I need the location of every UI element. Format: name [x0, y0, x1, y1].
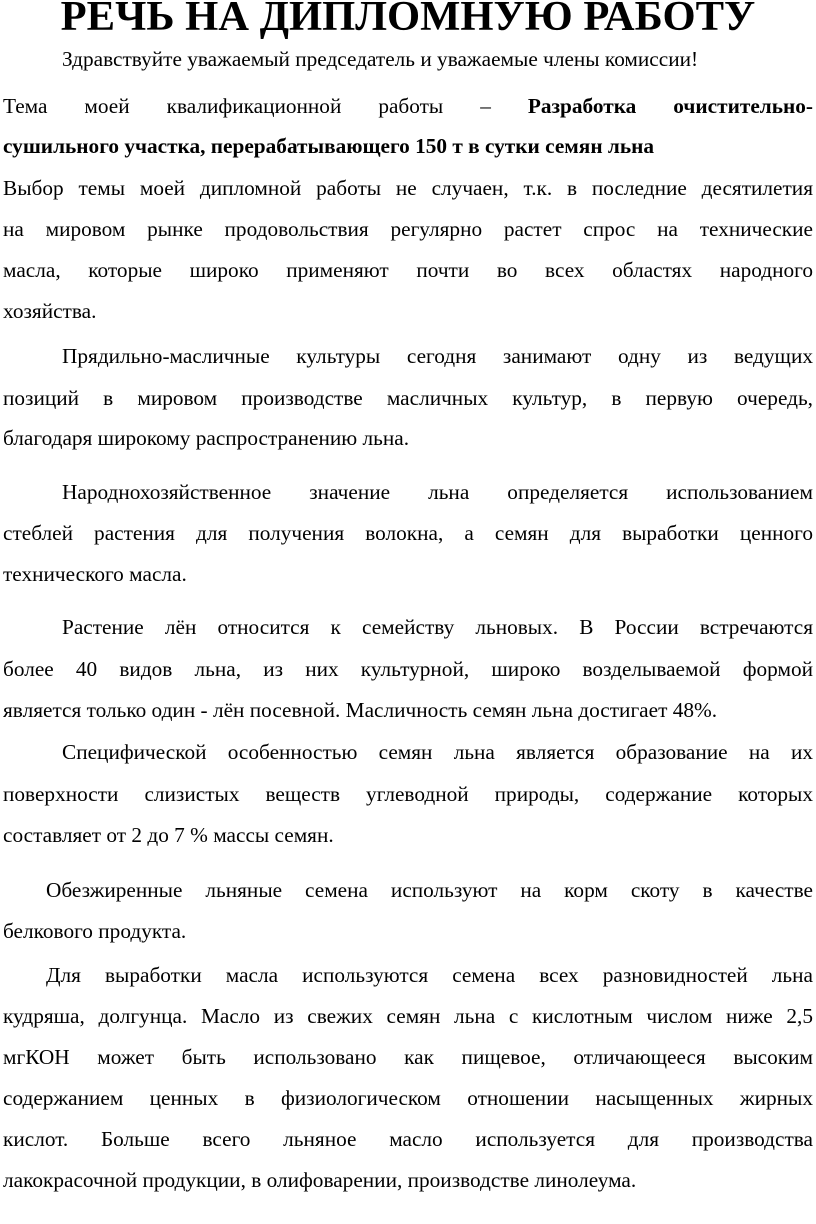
paragraph-line: Обезжиренные льняные семена используют на корм скоту в качестве	[46, 878, 813, 902]
paragraph-line: поверхности слизистых веществ углеводной природы, содержание которых	[3, 782, 813, 806]
topic-prefix: Тема моей квалификационной работы –	[3, 94, 491, 118]
paragraph-line: хозяйства.	[3, 299, 97, 323]
paragraph-line: мгКОН может быть использовано как пищевое, отличающееся высоким	[3, 1045, 813, 1069]
paragraph-line: содержанием ценных в физиологическом отношении насыщенных жирных	[3, 1086, 813, 1110]
paragraph-line: стеблей растения для получения волокна, а семян для выработки ценного	[3, 521, 813, 545]
paragraph-line: Выбор темы моей дипломной работы не случаен, т.к. в последние десятилетия	[3, 176, 813, 200]
paragraph-line: составляет от 2 до 7 % массы семян.	[3, 823, 334, 847]
topic-title-part-2: сушильного участка, перерабатывающего 150 т в сутки семян льна	[3, 134, 655, 158]
topic-line-1	[3, 93, 813, 119]
paragraph-line: белкового продукта.	[3, 919, 187, 943]
topic-line-2	[3, 133, 813, 159]
paragraph-line: Народнохозяйственное значение льна определяется использованием	[62, 480, 813, 504]
paragraph-line: Специфической особенностью семян льна является образование на их	[62, 740, 813, 764]
paragraph-line: кудряша, долгунца. Масло из свежих семян льна с кислотным числом ниже 2,5	[3, 1004, 813, 1028]
paragraph-line: благодаря широкому распространению льна.	[3, 426, 410, 450]
paragraph-line: более 40 видов льна, из них культурной, широко возделываемой формой	[3, 657, 813, 681]
paragraph-line: технического масла.	[3, 562, 187, 586]
topic-title-part-1: Разработка очистительно-	[527, 94, 813, 118]
paragraph-line: Прядильно-масличные культуры сегодня занимают одну из ведущих	[62, 344, 813, 368]
paragraph-line: лакокрасочной продукции, в олифоварении, производстве линолеума.	[3, 1168, 637, 1192]
paragraph-line: Для выработки масла используются семена всех разновидностей льна	[46, 963, 813, 987]
paragraph-line: масла, которые широко применяют почти во всех областях народного	[3, 258, 813, 282]
paragraph-line: на мировом рынке продовольствия регулярно растет спрос на технические	[3, 217, 813, 241]
paragraph-line: является только один - лён посевной. Масличность семян льна достигает 48%.	[3, 698, 718, 722]
paragraph-line: позиций в мировом производстве масличных культур, в первую очередь,	[3, 386, 813, 410]
paragraph-line: Растение лён относится к семейству льновых. В России встречаются	[62, 615, 813, 639]
greeting-line: Здравствуйте уважаемый председатель и уважаемые члены комиссии!	[62, 47, 699, 71]
paragraph-line: кислот. Больше всего льняное масло используется для производства	[3, 1127, 813, 1151]
document-title: РЕЧЬ НА ДИПЛОМНУЮ РАБОТУ	[60, 0, 756, 40]
